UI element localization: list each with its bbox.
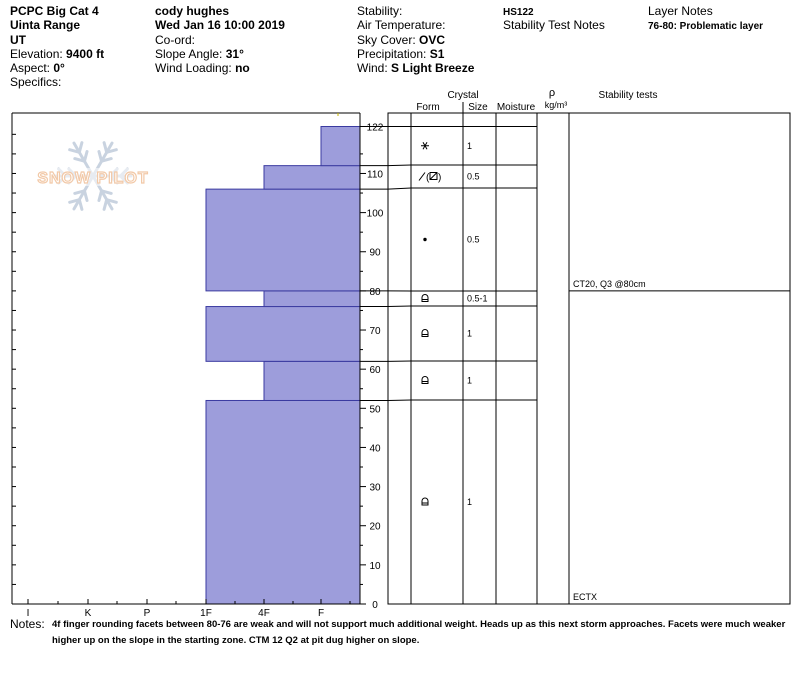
- layer-table: [360, 113, 790, 604]
- snowflake-branch: [79, 143, 82, 153]
- depth-tick-label: 10: [369, 560, 381, 572]
- layer-connector-slant: [388, 188, 411, 189]
- depth-tick-label: 50: [369, 404, 381, 416]
- melt-freeze-crust-icon: [422, 498, 428, 505]
- hardness-bars: [206, 127, 360, 605]
- layer-note: 76-80: Problematic layer: [648, 21, 764, 32]
- crust-outline: [422, 330, 428, 337]
- grain-size-label: 1: [467, 497, 473, 507]
- range-name: Uinta Range: [10, 18, 81, 32]
- observation-datetime: Wed Jan 16 10:00 2019: [155, 18, 285, 32]
- snowflake-branch: [84, 152, 87, 162]
- notes-text: 4f finger rounding facets between 80-76 are weak and will not support much additional weight. Heads up as this next storm approaches. Facets were much weaker higher up on the slope in the starting zone. CTM 12 Q2 at pit dug higher on slope.: [52, 619, 786, 646]
- grain-size-label: 1: [467, 140, 473, 151]
- stability-label: Stability:: [357, 4, 403, 18]
- hardness-bar: [206, 189, 360, 291]
- stability-test-label: ECTX: [573, 592, 598, 602]
- form-header: Form: [416, 102, 440, 113]
- stability-test-label: CT20, Q3 @80cm: [573, 278, 646, 289]
- decomposing-fragment-icon: [419, 173, 441, 184]
- fragment-slash: [419, 173, 425, 181]
- melt-freeze-crust-icon: [422, 377, 428, 384]
- depth-tick-label: 40: [369, 443, 381, 455]
- rho-header: ρ: [548, 87, 556, 99]
- melt-freeze-crust-icon: [422, 330, 428, 337]
- depth-tick-label: 20: [369, 521, 381, 533]
- depth-tick-label: 110: [367, 169, 383, 181]
- aspect-label: Aspect:: [10, 61, 51, 75]
- depth-tick-label: 90: [369, 247, 381, 259]
- hardness-bar: [321, 127, 360, 166]
- grain-size-label: 1: [467, 375, 473, 386]
- rounded-grain-icon: [424, 238, 426, 240]
- stability-notes-label: Stability Test Notes: [503, 18, 605, 32]
- layer-notes-label: Layer Notes: [648, 4, 713, 18]
- crystal-header: Crystal: [447, 90, 479, 101]
- hardness-tick-label: I: [26, 608, 30, 619]
- hardness-bar: [206, 400, 360, 604]
- density-unit-header: kg/m³: [544, 100, 568, 110]
- wind-value: S Light Breeze: [391, 61, 475, 75]
- hardness-tick-label: P: [143, 608, 151, 619]
- precipitation-label: Precipitation:: [357, 47, 427, 61]
- hardness-bar: [206, 307, 360, 362]
- slope-angle-label: Slope Angle:: [155, 47, 223, 61]
- elevation-value: 9400 ft: [66, 47, 105, 61]
- depth-tick-label: 100: [366, 208, 384, 220]
- test-code: HS122: [503, 7, 534, 18]
- wind-loading-label: Wind Loading:: [155, 61, 232, 75]
- watermark-text: SNOW PILOT: [37, 170, 149, 187]
- grain-size-label: 0.5: [467, 234, 480, 245]
- air-temp-label: Air Temperature:: [357, 18, 446, 32]
- hardness-tick-label: F: [317, 608, 325, 619]
- hardness-tick-label: 1F: [200, 608, 212, 619]
- grain-size-label: 1: [467, 328, 473, 339]
- fragment-paren-close: ): [438, 172, 442, 184]
- notes-label: Notes:: [10, 617, 45, 631]
- size-header: Size: [468, 102, 488, 113]
- stability-tests-header: Stability tests: [598, 90, 658, 101]
- depth-tick-label: 0: [372, 600, 378, 611]
- layer-table-border: [388, 113, 790, 604]
- hardness-bar: [264, 166, 360, 189]
- crust-outline: [422, 295, 428, 302]
- fragment-paren-open: (: [426, 172, 430, 184]
- elevation-label: Elevation:: [10, 47, 63, 61]
- depth-tick-label: 122: [366, 122, 384, 134]
- sky-cover-label: Sky Cover:: [357, 33, 416, 47]
- sky-cover-value: OVC: [419, 33, 446, 47]
- depth-tick-label: 70: [369, 326, 381, 338]
- observer-name: cody hughes: [155, 4, 230, 18]
- fragment-box-slash: [430, 173, 437, 180]
- grain-size-label: 0.5-1: [467, 293, 488, 304]
- slope-angle-value: 31°: [225, 47, 244, 61]
- hardness-bar: [264, 361, 360, 400]
- coord-label: Co-ord:: [155, 33, 196, 47]
- melt-freeze-crust-icon: [422, 295, 428, 302]
- crust-outline: [422, 498, 428, 505]
- depth-tick-label: 60: [369, 365, 381, 377]
- hardness-tick-label: K: [84, 608, 92, 619]
- state-name: UT: [10, 33, 26, 47]
- layer-connector-slant: [388, 165, 411, 166]
- specifics-label: Specifics:: [10, 75, 62, 89]
- rounded-dot: [424, 238, 426, 240]
- wind-label: Wind:: [357, 61, 388, 75]
- snowpilot-watermark: [30, 143, 156, 210]
- depth-tick-label: 80: [369, 286, 381, 298]
- snowflake-branch: [99, 191, 102, 201]
- grain-size-label: 0.5: [467, 171, 480, 182]
- site-name: PCPC Big Cat 4: [10, 4, 99, 18]
- crust-outline: [422, 377, 428, 384]
- hardness-bar: [264, 291, 360, 307]
- aspect-value: 0°: [53, 61, 65, 75]
- depth-tick-label: 30: [369, 482, 381, 494]
- layer-connector-slant: [388, 306, 411, 307]
- wind-loading-value: no: [235, 61, 250, 75]
- moisture-header: Moisture: [496, 102, 536, 113]
- snowflake-branch: [104, 200, 107, 210]
- precipitation-value: S1: [429, 47, 445, 61]
- precip-particle-icon: [421, 142, 429, 149]
- hardness-tick-label: 4F: [258, 608, 270, 619]
